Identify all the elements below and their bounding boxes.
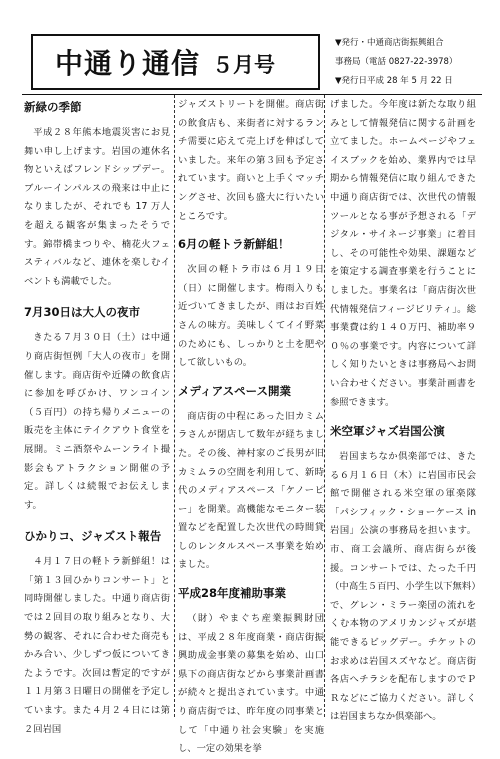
column-3 bbox=[330, 96, 476, 727]
column-divider-1 bbox=[174, 95, 175, 717]
article-body-subsidy: （財）やまぐち産業振興財団は、平成２８年度商業・商店街振興助成金事業の募集を始め、山口県下の商店街などから事業計画書が続々と提出されています。中通り商店街では、昨年度の同事業として「中通り社会実験」を実施し、一定の効果を挙 bbox=[178, 613, 324, 755]
column-2 bbox=[178, 96, 324, 759]
column-1 bbox=[24, 96, 170, 739]
article-body-media-space: 商店街の中程にあった旧カミムラさんが閉店して数年が経ちました。その後、神村家のご長男が旧カミムラの空間を利用して、新時代のメディアスペース「ケノーピー」を開業。高機能なモニター装置などを配置した次世代の時間貸しのレンタルスペース事業を始めました。 bbox=[178, 410, 324, 571]
newsletter-title: 中通り通信 bbox=[55, 47, 201, 80]
column-divider-2 bbox=[324, 95, 325, 717]
article-title-keitora: 6月の軽トラ新鮮組！ bbox=[178, 237, 290, 252]
article-body-hikariko: ４月１７日の軽トラ新鮮組！は「第１３回ひかりコンサート」と同時開催しました。中通り商店街では２回目の取り組みとなり、大勢の観客、それに合わせた商売もかみ合い、少しずつ仮についてきたようです。次回は暫定的ですが１１月第３日曜日の開催を予定しています。また４月２４日には第２回岩国 bbox=[24, 556, 170, 735]
masthead-box bbox=[31, 34, 320, 90]
article-title-media-space: メディアスペース開業 bbox=[178, 383, 292, 398]
article-body-subsidy-continued: げました。今年度は新たな取り組みとして情報発信に関する計画を立てました。ホームページやフェイスブックを始め、業界内では早期から情報発信に取り組んできた中通り商店街では、次世代の情報ツールとなる事が予想される「デジタル・サイネージ事業」に着目し、その可能性や効果、課題などを策定する調査事業を行うことにしました。事業名は「商店街次世代情報発信フィージビリティ」。総事業費は約１４０万円、補助率９０％の事業です。内容について詳しく知りたいときは事務局へお問い合わせください。事業計画書を参照できます。 bbox=[330, 99, 476, 408]
article-title-subsidy: 平成28年度補助事業 bbox=[178, 586, 287, 601]
issue-date: ▼発行日平成 28 年 5 月 22 日 bbox=[335, 76, 453, 86]
article-title-jazz-concert: 米空軍ジャズ岩国公演 bbox=[330, 424, 445, 439]
article-body-hikariko-continued: ジャズストリートを開催。商店街の飲食店も、来街者に対するランチ需要に応えて売上げを伸ばしていました。来年の第３回も予定されています。商いと上手くマッチングさせ、次回も盛大に行いたいところです。 bbox=[178, 99, 324, 222]
article-body-keitora: 次回の軽トラ市は６月１９日（日）に開催します。梅雨入りも近づいてきましたが、雨はお百姓さんの味方。美味しくてイイ野菜のためにも、しっかりと土を肥やして欲しいもの。 bbox=[178, 264, 324, 369]
article-body-jazz-concert: 岩国まちなか倶楽部では、きたる６月１６日（木）に岩国市民会館で開催される米空軍の軍楽隊「パシフィック・ショーケース in 岩国」公演の事務局を担います。市、商工会議所、商店街らが後援。コンサートでは、たった千円（中高生５百円、小学生以下無料）で、グレン・ミラー楽団の流れをくむ本物のアメリカンジャズが堪能できるビッグデー。チケットのお求めは岩国スズヤなど。商店街各店へチラシを配布しますのでＰＲなどにご協力ください。詳しくは岩国まちなか倶楽部へ。 bbox=[330, 451, 476, 723]
article-body-yoichi: きたる７月３０日（土）は中通り商店街恒例「大人の夜市」を開催します。商店街や近隣の飲食店に参加を呼びかけ、ワンコイン（５百円）の持ち帰りメニューの販売を主体にテイクアウト食堂を展開。ミニ酒祭やムーンライト撮影会もアトラクション開催の予定。詳しくは続報でお伝えします。 bbox=[24, 332, 170, 511]
publisher-info bbox=[335, 34, 485, 91]
office-phone: 事務局（電話 0827-22-3978） bbox=[335, 57, 458, 67]
article-title-shinryoku: 新緑の季節 bbox=[24, 100, 82, 114]
publisher-name: ▼発行・中通商店街振興組合 bbox=[335, 38, 444, 48]
header-rule bbox=[22, 94, 482, 95]
article-title-hikariko: ひかりコ、ジャズスト報告 bbox=[24, 529, 162, 544]
article-title-yoichi: 7月30日は大人の夜市 bbox=[24, 305, 141, 320]
issue-month: ５月号 bbox=[212, 53, 276, 77]
article-body-shinryoku: 平成２８年熊本地震災害にお見舞い申し上げます。岩国の連休名物といえばフレンドシップデー。ブルーインパルスの飛来は中止になりましたが、それでも 17 万人を超える観客が集まったそうです。錦帯橋まつりや、楠花火フェスティバルなど、連休を楽しむイベントも満載でした。 bbox=[24, 127, 170, 287]
